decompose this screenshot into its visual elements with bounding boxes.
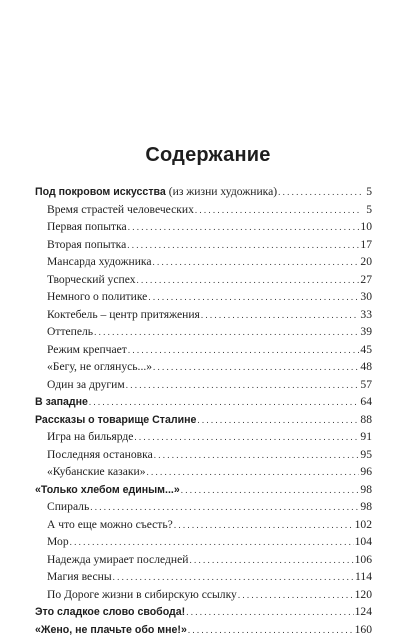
toc-entry-title: Игра на бильярде — [47, 430, 133, 443]
dot-leader — [113, 569, 354, 587]
toc-page-number: 91 — [360, 428, 372, 446]
toc-entry-label — [47, 358, 152, 376]
dot-leader — [148, 289, 359, 307]
toc-entry-title: Под покровом искусства — [35, 186, 166, 198]
dot-leader — [128, 342, 360, 360]
toc-subsection-entry — [35, 463, 372, 481]
toc-entry-label — [47, 236, 126, 254]
toc-entry-label — [47, 253, 152, 271]
toc-entry-title: Последняя остановка — [47, 448, 153, 461]
toc-entry-title: Творческий успех — [47, 273, 136, 286]
toc-subsection-entry — [35, 568, 372, 586]
page-title: Содержание — [0, 144, 416, 167]
toc-page-number: 30 — [360, 288, 372, 306]
toc-entry-label — [47, 341, 127, 359]
toc-entry-label — [35, 394, 88, 412]
toc-subsection-entry — [35, 341, 372, 359]
toc-entry-label — [47, 568, 112, 586]
toc-entry-label — [47, 498, 89, 516]
toc-entry-title: Оттепель — [47, 325, 93, 338]
toc-page-number: 95 — [360, 446, 372, 464]
dot-leader — [201, 307, 360, 325]
toc-entry-title: Мансарда художника — [47, 255, 152, 268]
toc-page-number: 102 — [355, 516, 372, 534]
toc-subsection-entry — [35, 358, 372, 376]
dot-leader — [189, 552, 353, 570]
toc-page-number: 160 — [355, 621, 372, 639]
toc-entry-title: Рассказы о товарище Сталине — [35, 414, 196, 426]
toc-entry-label — [35, 482, 180, 500]
toc-entry-title: Надежда умирает последней — [47, 553, 188, 566]
toc-entry-label — [47, 201, 194, 219]
toc-subsection-entry — [35, 271, 372, 289]
toc-subsection-entry — [35, 306, 372, 324]
toc-entry-title: «Только хлебом единым...» — [35, 484, 180, 496]
toc-entry-label — [47, 516, 173, 534]
dot-leader — [90, 499, 359, 517]
toc-entry-title: По Дороге жизни в сибирскую ссылку — [47, 588, 237, 601]
toc-section-entry — [35, 411, 372, 429]
toc-page-number: 98 — [360, 481, 372, 499]
toc-subsection-entry — [35, 498, 372, 516]
toc-entry-title: Режим крепчает — [47, 343, 127, 356]
toc-entry-label — [47, 586, 237, 604]
toc-section-entry — [35, 621, 372, 639]
toc-subsection-entry — [35, 253, 372, 271]
toc-subsection-entry — [35, 586, 372, 604]
dot-leader — [89, 394, 359, 412]
dot-leader — [147, 464, 360, 482]
toc-entry-label — [47, 551, 188, 569]
toc-section-entry — [35, 393, 372, 411]
toc-page-number: 96 — [360, 463, 372, 481]
toc-page-number: 120 — [355, 586, 372, 604]
toc-page-number: 17 — [360, 236, 372, 254]
toc-entry-label — [47, 533, 69, 551]
toc-entry-label — [47, 376, 125, 394]
toc-entry-title: Коктебель – центр притяжения — [47, 308, 200, 321]
toc-subsection-entry — [35, 201, 372, 219]
toc-page-number: 88 — [360, 411, 372, 429]
dot-leader — [94, 324, 359, 342]
toc-page-number: 106 — [355, 551, 372, 569]
dot-leader — [278, 184, 361, 202]
toc-entry-title: «Жено, не плачьте обо мне!» — [35, 624, 187, 636]
toc-page-number: 33 — [360, 306, 372, 324]
dot-leader — [70, 534, 354, 552]
dot-leader — [174, 517, 354, 535]
toc-entry-title: Первая попытка — [47, 220, 127, 233]
toc-entry-label — [47, 271, 136, 289]
toc-page-number: 39 — [360, 323, 372, 341]
toc-entry-label — [47, 218, 127, 236]
toc-entry-title: Магия весны — [47, 570, 112, 583]
dot-leader — [195, 202, 361, 220]
toc-entry-title: «Бегу, не оглянусь...» — [47, 360, 152, 373]
toc-subsection-entry — [35, 533, 372, 551]
dot-leader — [126, 377, 360, 395]
toc-subsection-entry — [35, 551, 372, 569]
toc-subsection-entry — [35, 288, 372, 306]
toc-subsection-entry — [35, 323, 372, 341]
dot-leader — [127, 237, 359, 255]
toc-entry-label — [35, 183, 277, 202]
toc-section-entry — [35, 481, 372, 499]
toc-entry-label — [47, 323, 93, 341]
dot-leader — [238, 587, 354, 605]
toc-entry-label — [47, 463, 146, 481]
toc-page-number: 5 — [362, 183, 372, 201]
toc-page-number: 104 — [355, 533, 372, 551]
toc-entry-title: Вторая попытка — [47, 238, 126, 251]
toc-subsection-entry — [35, 428, 372, 446]
dot-leader — [154, 447, 360, 465]
toc-page-number: 124 — [355, 603, 372, 621]
toc-entry-title: Спираль — [47, 500, 89, 513]
toc-entry-title: Мор — [47, 535, 69, 548]
table-of-contents — [35, 183, 372, 638]
toc-entry-title: Время страстей человеческих — [47, 203, 194, 216]
dot-leader — [128, 219, 360, 237]
dot-leader — [188, 622, 354, 639]
toc-page-number: 98 — [360, 498, 372, 516]
toc-entry-label — [35, 412, 196, 430]
toc-entry-title: Немного о политике — [47, 290, 147, 303]
toc-page-number: 114 — [355, 568, 372, 586]
toc-entry-label — [47, 446, 153, 464]
toc-entry-title: «Кубанские казаки» — [47, 465, 146, 478]
toc-entry-title: В западне — [35, 396, 88, 408]
toc-subsection-entry — [35, 446, 372, 464]
toc-subsection-entry — [35, 236, 372, 254]
toc-subsection-entry — [35, 376, 372, 394]
toc-entry-title: А что еще можно съесть? — [47, 518, 173, 531]
toc-page-number: 48 — [360, 358, 372, 376]
dot-leader — [186, 604, 353, 622]
toc-entry-label — [35, 622, 187, 639]
toc-entry-title: Это сладкое слово свобода! — [35, 606, 185, 618]
toc-page-number: 20 — [360, 253, 372, 271]
toc-subsection-entry — [35, 516, 372, 534]
dot-leader — [181, 482, 360, 500]
dot-leader — [137, 272, 360, 290]
dot-leader — [134, 429, 359, 447]
toc-page-number: 57 — [360, 376, 372, 394]
dot-leader — [197, 412, 359, 430]
dot-leader — [153, 254, 360, 272]
dot-leader — [153, 359, 359, 377]
toc-entry-label — [35, 604, 185, 622]
toc-entry-label — [47, 288, 147, 306]
toc-section-entry — [35, 183, 372, 201]
toc-page-number: 45 — [360, 341, 372, 359]
toc-entry-subtitle: (из жизни художника) — [169, 185, 277, 198]
toc-entry-title: Один за другим — [47, 378, 125, 391]
toc-page-number: 5 — [362, 201, 372, 219]
toc-entry-label — [47, 428, 133, 446]
toc-page-number: 10 — [360, 218, 372, 236]
toc-entry-label — [47, 306, 200, 324]
toc-page-number: 64 — [360, 393, 372, 411]
toc-page-number: 27 — [360, 271, 372, 289]
toc-subsection-entry — [35, 218, 372, 236]
